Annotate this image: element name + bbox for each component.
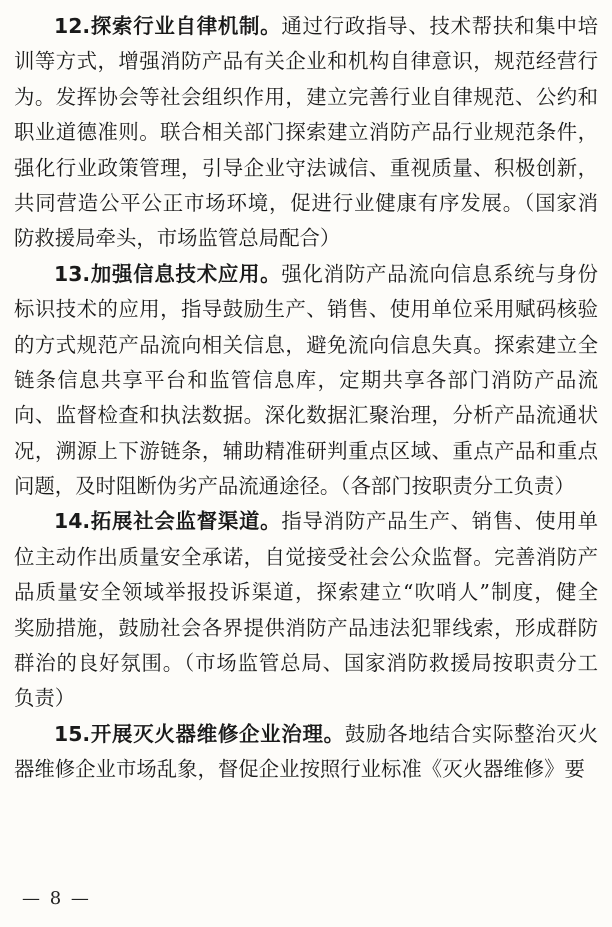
paragraph-heading: 14.拓展社会监督渠道。 xyxy=(54,509,282,534)
text-line xyxy=(14,186,598,221)
line-text: 指导消防产品生产、销售、使用单 xyxy=(281,509,598,534)
line-text: 况，溯源上下游链条，辅助精准研判重点区域、重点产品和重点 xyxy=(14,438,598,463)
text-line xyxy=(14,540,598,575)
line-text: 强化行业政策管理，引导企业守法诚信、重视质量、积极创新， xyxy=(14,155,598,180)
text-line xyxy=(14,469,598,504)
text-line xyxy=(14,646,598,681)
paragraph-heading: 15.开展灭火器维修企业治理。 xyxy=(54,721,345,746)
line-text: 群治的良好氛围。（市场监管总局、国家消防救援局按职责分工 xyxy=(14,651,598,676)
line-text: 负责） xyxy=(14,686,76,711)
text-line xyxy=(14,681,598,716)
text-line xyxy=(14,80,598,115)
text-line xyxy=(14,575,598,610)
line-text: 强化消防产品流向信息系统与身份 xyxy=(281,261,598,286)
text-line xyxy=(14,328,598,363)
line-text: 奖励措施，鼓励社会各界提供消防产品违法犯罪线索，形成群防 xyxy=(14,615,598,640)
text-line xyxy=(14,9,598,44)
line-text: 的方式规范产品流向相关信息，避免流向信息失真。探索建立全 xyxy=(14,332,598,357)
text-line xyxy=(14,44,598,79)
line-text: 向、监督检查和执法数据。深化数据汇聚治理，分析产品流通状 xyxy=(14,403,598,428)
paragraph xyxy=(14,504,598,716)
line-text: 链条信息共享平台和监管信息库，定期共享各部门消防产品流 xyxy=(14,367,598,392)
text-line xyxy=(14,115,598,150)
line-text: 位主动作出质量安全承诺，自觉接受社会公众监督。完善消防产 xyxy=(14,544,598,569)
text-line xyxy=(14,398,598,433)
line-text: 鼓励各地结合实际整治灭火 xyxy=(344,721,598,746)
line-text: 为。发挥协会等社会组织作用，建立完善行业自律规范、公约和 xyxy=(14,84,598,109)
paragraph-heading: 13.加强信息技术应用。 xyxy=(54,261,282,286)
text-line xyxy=(14,611,598,646)
line-text: 防救援局牵头，市场监管总局配合） xyxy=(14,226,341,251)
paragraph xyxy=(14,717,598,788)
text-line xyxy=(14,504,598,539)
text-line xyxy=(14,434,598,469)
text-line xyxy=(14,752,598,787)
text-line xyxy=(14,717,598,752)
paragraph-heading: 12.探索行业自律机制。 xyxy=(54,14,282,38)
text-line xyxy=(14,257,598,292)
text-line xyxy=(14,363,598,398)
text-line xyxy=(14,221,598,256)
text-line xyxy=(14,292,598,327)
line-text: 职业道德准则。联合相关部门探索建立消防产品行业规范条件， xyxy=(14,120,598,145)
line-text: 共同营造公平公正市场环境，促进行业健康有序发展。（国家消 xyxy=(14,190,598,215)
paragraph xyxy=(14,257,598,505)
page-number: — 8 — xyxy=(22,888,91,909)
paragraph xyxy=(14,9,598,257)
line-text: 问题，及时阻断伪劣产品流通途径。（各部门按职责分工负责） xyxy=(14,474,575,499)
line-text: 训等方式，增强消防产品有关企业和机构自律意识，规范经营行 xyxy=(14,49,598,74)
line-text: 器维修企业市场乱象，督促企业按照行业标准《灭火器维修》要 xyxy=(14,757,585,782)
line-text: 标识技术的应用，指导鼓励生产、销售、使用单位采用赋码核验 xyxy=(14,297,598,322)
text-line xyxy=(14,151,598,186)
line-text: 品质量安全领域举报投诉渠道，探索建立“吹哨人”制度，健全 xyxy=(14,580,598,605)
line-text: 通过行政指导、技术帮扶和集中培 xyxy=(281,14,598,38)
document-body xyxy=(14,9,598,788)
